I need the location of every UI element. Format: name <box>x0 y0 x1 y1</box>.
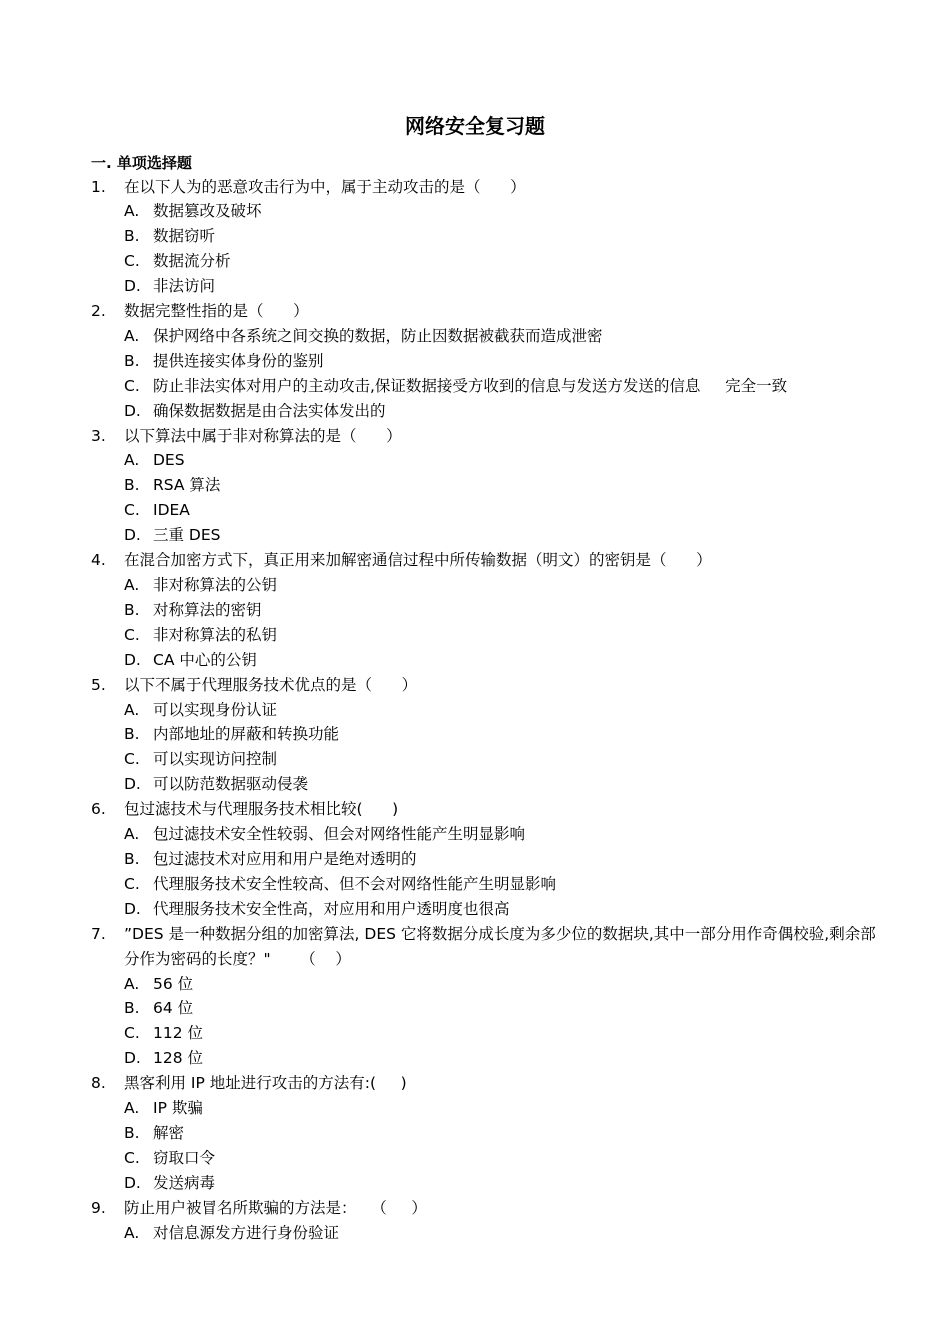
answer-option <box>91 1146 881 1171</box>
option-text: 包过滤技术安全性较弱、但会对网络性能产生明显影响 <box>153 825 526 844</box>
question-text: 在混合加密方式下，真正用来加解密通信过程中所传输数据（明文）的密钥是（ ） <box>124 551 712 570</box>
option-text: 解密 <box>153 1123 185 1142</box>
answer-option <box>91 972 881 997</box>
section-heading: 一. 单项选择题 <box>91 154 192 172</box>
question-number: 8. <box>91 1074 106 1093</box>
question-number: 2. <box>91 302 106 321</box>
answer-option <box>91 822 881 847</box>
option-text: 非对称算法的公钥 <box>153 576 278 594</box>
option-letter: A. <box>124 1099 140 1118</box>
option-text: 窃取口令 <box>153 1148 216 1167</box>
option-letter: D. <box>124 526 141 545</box>
option-letter: D. <box>124 899 141 918</box>
option-text: DES <box>153 451 185 470</box>
option-letter: B. <box>124 849 140 868</box>
question-item <box>91 922 881 972</box>
answer-option <box>91 473 881 498</box>
option-letter: C. <box>124 1148 140 1167</box>
answer-option <box>91 399 881 424</box>
option-text: 确保数据数据是由合法实体发出的 <box>153 401 386 420</box>
option-letter: D. <box>124 1173 141 1192</box>
option-letter: A. <box>124 825 140 844</box>
question-text: 包过滤技术与代理服务技术相比较( ) <box>124 800 399 819</box>
question-number: 5. <box>91 675 106 694</box>
option-text: 代理服务技术安全性较高、但不会对网络性能产生明显影响 <box>153 874 557 893</box>
option-letter: A. <box>124 451 140 470</box>
option-letter: A. <box>124 974 140 993</box>
option-text: 非法访问 <box>153 277 216 296</box>
option-letter: C. <box>124 501 140 520</box>
question-item <box>91 175 881 200</box>
answer-option <box>91 374 881 399</box>
question-text: 防止用户被冒名所欺骗的方法是： （ ） <box>124 1198 427 1217</box>
option-text: 对称算法的密钥 <box>153 600 262 619</box>
question-text: 数据完整性指的是（ ） <box>124 302 309 321</box>
answer-option <box>91 1221 881 1246</box>
answer-option <box>91 772 881 797</box>
option-text: 数据窃听 <box>153 227 216 246</box>
option-text: 56 位 <box>153 974 194 993</box>
option-letter: B. <box>124 1123 140 1142</box>
option-letter: A. <box>124 202 140 221</box>
question-item <box>91 1196 881 1221</box>
answer-option <box>91 324 881 349</box>
answer-option <box>91 1096 881 1121</box>
option-text: 保护网络中各系统之间交换的数据，防止因数据被截获而造成泄密 <box>153 326 603 345</box>
answer-option <box>91 1121 881 1146</box>
answer-option <box>91 847 881 872</box>
answer-option <box>91 498 881 523</box>
answer-option <box>91 274 881 299</box>
answer-option <box>91 1021 881 1046</box>
option-letter: A. <box>124 1223 140 1242</box>
question-item <box>91 797 881 822</box>
option-letter: D. <box>124 1049 141 1068</box>
option-text: 三重 DES <box>153 526 221 545</box>
option-text: IDEA <box>153 501 190 520</box>
option-letter: B. <box>124 227 140 246</box>
answer-option <box>91 224 881 249</box>
answer-option <box>91 249 881 274</box>
option-letter: B. <box>124 999 140 1018</box>
option-text: 可以防范数据驱动侵袭 <box>153 775 309 794</box>
option-text: 64 位 <box>153 999 194 1018</box>
answer-option <box>91 523 881 548</box>
option-text: CA 中心的公钥 <box>153 650 257 669</box>
answer-option <box>91 722 881 747</box>
question-item <box>91 548 881 573</box>
option-letter: C. <box>124 376 140 395</box>
question-text: 在以下人为的恶意攻击行为中，属于主动攻击的是（ ） <box>124 177 526 196</box>
question-number: 4. <box>91 551 106 570</box>
option-letter: B. <box>124 725 140 744</box>
option-text: 防止非法实体对用户的主动攻击,保证数据接受方收到的信息与发送方发送的信息 完全一致 <box>153 376 788 395</box>
option-letter: C. <box>124 252 140 271</box>
answer-option <box>91 598 881 623</box>
answer-option <box>91 648 881 673</box>
option-letter: A. <box>124 576 140 594</box>
answer-option <box>91 573 881 598</box>
option-text: 提供连接实体身份的鉴别 <box>153 351 324 370</box>
option-letter: D. <box>124 277 141 296</box>
option-text: 内部地址的屏蔽和转换功能 <box>153 725 340 744</box>
option-letter: B. <box>124 351 140 370</box>
option-letter: D. <box>124 775 141 794</box>
question-number: 3. <box>91 426 106 445</box>
option-text: 对信息源发方进行身份验证 <box>153 1223 340 1242</box>
option-text: 非对称算法的私钥 <box>153 625 278 644</box>
question-number: 1. <box>91 177 106 196</box>
option-letter: A. <box>124 700 140 719</box>
question-item <box>91 1071 881 1096</box>
option-text: 数据篡改及破坏 <box>153 202 262 221</box>
option-text: 可以实现访问控制 <box>153 750 278 769</box>
option-text: 包过滤技术对应用和用户是绝对透明的 <box>153 849 417 868</box>
question-text: 以下算法中属于非对称算法的是（ ） <box>124 426 402 445</box>
option-letter: C. <box>124 874 140 893</box>
option-text: 128 位 <box>153 1049 204 1068</box>
option-text: IP 欺骗 <box>153 1099 203 1118</box>
option-letter: A. <box>124 326 140 345</box>
answer-option <box>91 698 881 723</box>
answer-option <box>91 872 881 897</box>
option-letter: B. <box>124 476 140 495</box>
answer-option <box>91 448 881 473</box>
option-letter: D. <box>124 650 141 669</box>
answer-option <box>91 1171 881 1196</box>
option-text: RSA 算法 <box>153 476 221 495</box>
option-text: 数据流分析 <box>153 252 231 271</box>
question-text: 以下不属于代理服务技术优点的是（ ） <box>124 675 418 694</box>
answer-option <box>91 747 881 772</box>
option-letter: C. <box>124 625 140 644</box>
option-letter: D. <box>124 401 141 420</box>
question-item <box>91 424 881 449</box>
answer-option <box>91 623 881 648</box>
option-letter: B. <box>124 600 140 619</box>
page-title: 网络安全复习题 <box>405 114 545 138</box>
answer-option <box>91 1046 881 1071</box>
question-number: 6. <box>91 800 106 819</box>
option-text: 可以实现身份认证 <box>153 700 278 719</box>
question-list <box>91 175 881 1246</box>
option-letter: C. <box>124 1024 140 1043</box>
answer-option <box>91 199 881 224</box>
option-text: 发送病毒 <box>153 1173 216 1192</box>
question-item <box>91 299 881 324</box>
option-letter: C. <box>124 750 140 769</box>
answer-option <box>91 349 881 374</box>
question-number: 9. <box>91 1198 106 1217</box>
answer-option <box>91 996 881 1021</box>
option-text: 112 位 <box>153 1024 204 1043</box>
question-text: ”DES 是一种数据分组的加密算法, DES 它将数据分成长度为多少位的数据块,其中一部分用作奇偶校验,剩余部分作为密码的长度？" （ ） <box>124 924 876 968</box>
answer-option <box>91 897 881 922</box>
option-text: 代理服务技术安全性高，对应用和用户透明度也很高 <box>153 899 510 918</box>
question-item <box>91 673 881 698</box>
question-number: 7. <box>91 924 106 943</box>
question-text: 黑客利用 IP 地址进行攻击的方法有:( ) <box>124 1074 407 1093</box>
